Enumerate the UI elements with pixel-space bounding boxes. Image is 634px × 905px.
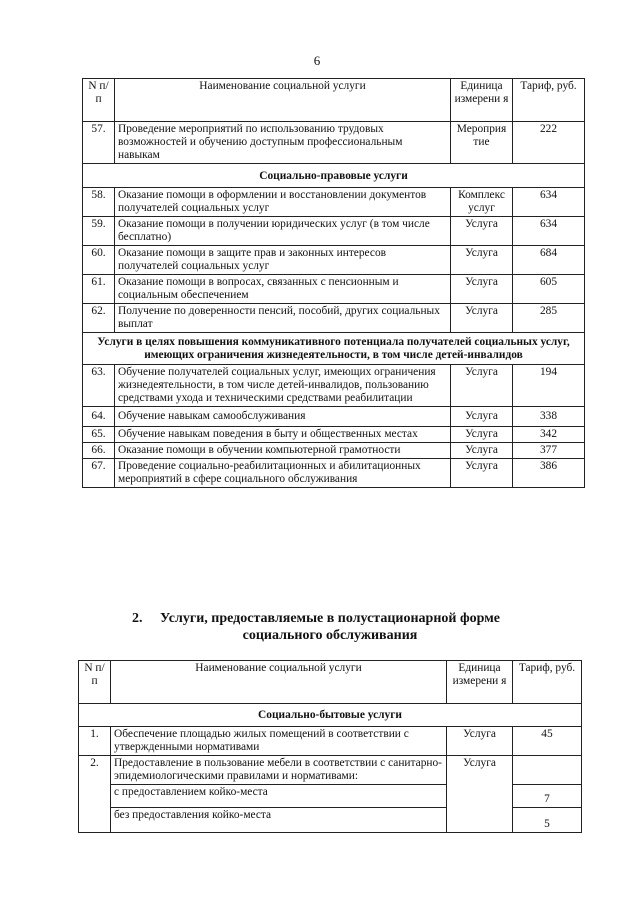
row-num: 65. (83, 427, 115, 443)
table-row (83, 217, 585, 246)
subrow-name: без предоставления койко-места (111, 808, 447, 833)
row-tariff: 634 (513, 217, 585, 246)
row-tariff: 605 (513, 275, 585, 304)
row-tariff: 377 (513, 443, 585, 459)
row-tariff: 386 (513, 459, 585, 488)
section-row (83, 333, 585, 365)
row-tariff: 194 (513, 365, 585, 407)
row-tariff-empty (513, 756, 582, 785)
row-num: 58. (83, 188, 115, 217)
row-name: Проведение социально-реабилитационных и абилитационных мероприятий в сфере социального обслуживания (115, 459, 451, 488)
table-row (83, 275, 585, 304)
row-unit: Услуга (451, 304, 513, 333)
section-title: Услуги в целях повышения коммуникативного потенциала получателей социальных услуг, имеющих ограничения жизнедеятельности, в том числе детей-инвалидов (83, 333, 585, 365)
row-name: Предоставление в пользование мебели в соответствии с санитарно-эпидемиологическими правилами и нормативами: (111, 756, 447, 785)
table-row (83, 365, 585, 407)
section-heading-line2: социального обслуживания (242, 628, 418, 643)
header-unit: Единица измерени я (447, 661, 513, 704)
row-name: Обучение навыкам самообслуживания (115, 407, 451, 427)
tariff-table-2 (78, 660, 582, 833)
row-num: 1. (79, 727, 111, 756)
row-num: 61. (83, 275, 115, 304)
row-tariff: 684 (513, 246, 585, 275)
row-unit: Комплекс услуг (451, 188, 513, 217)
table-row (83, 407, 585, 427)
row-unit: Услуга (451, 459, 513, 488)
table-row (83, 459, 585, 488)
row-num: 66. (83, 443, 115, 459)
row-num: 2. (79, 756, 111, 833)
table-row (83, 122, 585, 164)
section-row (79, 704, 582, 727)
row-unit: Услуга (451, 427, 513, 443)
tariff-table-1 (82, 78, 585, 488)
table-row (79, 756, 582, 785)
header-name: Наименование социальной услуги (115, 79, 451, 122)
row-name: Оказание помощи в оформлении и восстановлении документов получателей социальных услуг (115, 188, 451, 217)
row-name: Обеспечение площадью жилых помещений в соответствии с утвержденными нормативами (111, 727, 447, 756)
row-tariff: 342 (513, 427, 585, 443)
subrow-tariff: 5 (513, 808, 582, 833)
section-heading-line1: Услуги, предоставляемые в полустационарной форме (160, 611, 500, 626)
table-header-row (79, 661, 582, 704)
row-unit: Услуга (451, 217, 513, 246)
section-heading-number: 2. (132, 611, 143, 626)
page-number: 6 (313, 53, 321, 68)
section-title: Социально-бытовые услуги (79, 704, 582, 727)
row-unit: Услуга (451, 443, 513, 459)
row-name: Оказание помощи в получении юридических услуг (в том числе бесплатно) (115, 217, 451, 246)
row-name: Оказание помощи в защите прав и законных интересов получателей социальных услуг (115, 246, 451, 275)
row-unit: Услуга (447, 756, 513, 833)
row-unit: Услуга (447, 727, 513, 756)
section-row (83, 164, 585, 188)
row-name: Оказание помощи в вопросах, связанных с пенсионным и социальным обеспечением (115, 275, 451, 304)
row-num: 64. (83, 407, 115, 427)
table-row (79, 727, 582, 756)
header-tariff: Тариф, руб. (513, 661, 582, 704)
row-name: Получение по доверенности пенсий, пособий, других социальных выплат (115, 304, 451, 333)
subrow-name: с предоставлением койко-места (111, 785, 447, 808)
row-unit: Услуга (451, 246, 513, 275)
header-num: N п/п (83, 79, 115, 122)
row-num: 60. (83, 246, 115, 275)
row-num: 57. (83, 122, 115, 164)
header-num: N п/п (79, 661, 111, 704)
table-row (83, 246, 585, 275)
table-header-row (83, 79, 585, 122)
header-unit: Единица измерени я (451, 79, 513, 122)
table-row (83, 188, 585, 217)
table-row (83, 443, 585, 459)
table-row (83, 304, 585, 333)
header-name: Наименование социальной услуги (111, 661, 447, 704)
row-unit: Услуга (451, 365, 513, 407)
row-name: Обучение получателей социальных услуг, имеющих ограничения жизнедеятельности, в том числе детей-инвалидов, пользованию средствами ухода и техническими средствами реабилитации (115, 365, 451, 407)
row-num: 63. (83, 365, 115, 407)
section-heading-2 (60, 610, 600, 644)
row-num: 59. (83, 217, 115, 246)
row-unit: Услуга (451, 407, 513, 427)
row-tariff: 45 (513, 727, 582, 756)
row-name: Оказание помощи в обучении компьютерной грамотности (115, 443, 451, 459)
row-tariff: 222 (513, 122, 585, 164)
row-tariff: 634 (513, 188, 585, 217)
row-name: Проведение мероприятий по использованию трудовых возможностей и обучению доступным профессиональным навыкам (115, 122, 451, 164)
row-num: 67. (83, 459, 115, 488)
row-tariff: 285 (513, 304, 585, 333)
section-title: Социально-правовые услуги (83, 164, 585, 188)
row-unit: Услуга (451, 275, 513, 304)
row-num: 62. (83, 304, 115, 333)
table-row (83, 427, 585, 443)
row-unit: Мероприя тие (451, 122, 513, 164)
row-name: Обучение навыкам поведения в быту и общественных местах (115, 427, 451, 443)
row-tariff: 338 (513, 407, 585, 427)
subrow-tariff: 7 (513, 785, 582, 808)
header-tariff: Тариф, руб. (513, 79, 585, 122)
